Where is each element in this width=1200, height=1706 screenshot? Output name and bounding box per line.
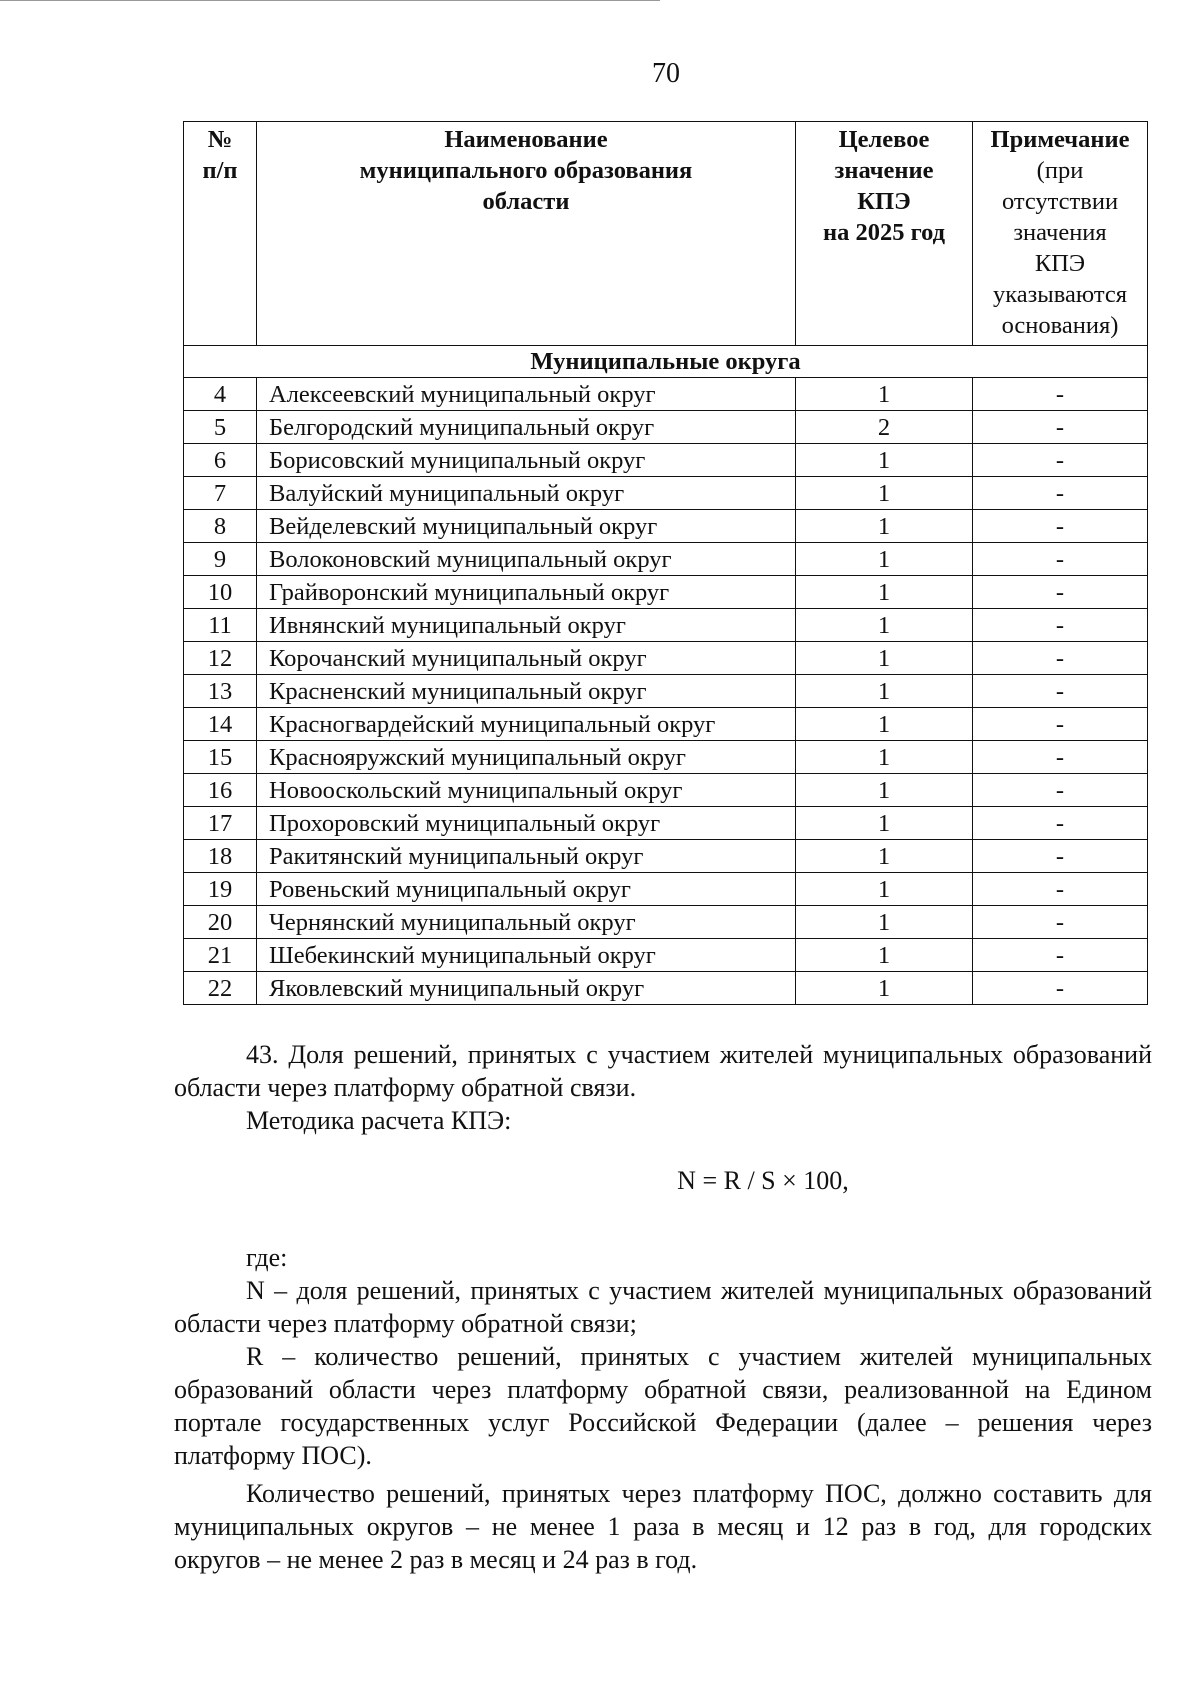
- row-number: 19: [184, 873, 257, 906]
- row-value: 1: [796, 840, 973, 873]
- row-value: 1: [796, 510, 973, 543]
- text-section: [174, 1038, 1152, 1137]
- row-name: Чернянский муниципальный округ: [257, 906, 796, 939]
- header-name: Наименование муниципального образования области: [257, 122, 796, 346]
- row-value: 1: [796, 576, 973, 609]
- definition-r: R – количество решений, принятых с участием жителей муниципальных образований области через платформу обратной связи, реализованной на Едином портале государственных услуг Российской Федерации (далее – решения через платформу ПОС).: [174, 1342, 1152, 1470]
- row-number: 21: [184, 939, 257, 972]
- row-value: 1: [796, 972, 973, 1005]
- top-rule: [0, 0, 660, 1]
- table-row: [184, 807, 1148, 840]
- row-note: -: [973, 774, 1148, 807]
- table-row: [184, 609, 1148, 642]
- row-name: Вейделевский муниципальный округ: [257, 510, 796, 543]
- row-note: -: [973, 807, 1148, 840]
- header-num: № п/п: [184, 122, 257, 346]
- table-row: [184, 774, 1148, 807]
- row-number: 14: [184, 708, 257, 741]
- row-value: 1: [796, 378, 973, 411]
- row-number: 8: [184, 510, 257, 543]
- row-value: 1: [796, 444, 973, 477]
- table-row: [184, 444, 1148, 477]
- row-name: Корочанский муниципальный округ: [257, 642, 796, 675]
- row-note: -: [973, 609, 1148, 642]
- row-name: Ивнянский муниципальный округ: [257, 609, 796, 642]
- kpe-table: [183, 121, 1148, 1005]
- row-note: -: [973, 411, 1148, 444]
- section-row: [184, 346, 1148, 378]
- header-value: Целевое значение КПЭ на 2025 год: [796, 122, 973, 346]
- row-number: 4: [184, 378, 257, 411]
- row-name: Красненский муниципальный округ: [257, 675, 796, 708]
- table-row: [184, 543, 1148, 576]
- row-value: 1: [796, 741, 973, 774]
- row-note: -: [973, 576, 1148, 609]
- row-value: 1: [796, 477, 973, 510]
- row-note: -: [973, 840, 1148, 873]
- row-number: 16: [184, 774, 257, 807]
- row-value: 1: [796, 708, 973, 741]
- row-name: Алексеевский муниципальный округ: [257, 378, 796, 411]
- row-value: 1: [796, 642, 973, 675]
- table-row: [184, 741, 1148, 774]
- method-label: Методика расчета КПЭ:: [246, 1106, 512, 1135]
- row-name: Краснояружский муниципальный округ: [257, 741, 796, 774]
- row-note: -: [973, 510, 1148, 543]
- row-number: 12: [184, 642, 257, 675]
- row-value: 1: [796, 906, 973, 939]
- row-note: -: [973, 939, 1148, 972]
- row-value: 2: [796, 411, 973, 444]
- row-note: -: [973, 675, 1148, 708]
- row-note: -: [973, 708, 1148, 741]
- item-43-paragraph: 43. Доля решений, принятых с участием жителей муниципальных образований области через платформу обратной связи.: [174, 1040, 1152, 1102]
- page-number: 70: [652, 58, 680, 89]
- row-name: Грайворонский муниципальный округ: [257, 576, 796, 609]
- row-number: 7: [184, 477, 257, 510]
- row-value: 1: [796, 675, 973, 708]
- row-number: 13: [184, 675, 257, 708]
- row-note: -: [973, 906, 1148, 939]
- row-number: 6: [184, 444, 257, 477]
- table-row: [184, 477, 1148, 510]
- row-name: Ракитянский муниципальный округ: [257, 840, 796, 873]
- header-note: Примечание (при отсутствии значения КПЭ указываются основания): [973, 122, 1148, 346]
- row-number: 20: [184, 906, 257, 939]
- row-note: -: [973, 741, 1148, 774]
- row-name: Борисовский муниципальный округ: [257, 444, 796, 477]
- row-number: 17: [184, 807, 257, 840]
- table-row: [184, 708, 1148, 741]
- table-row: [184, 510, 1148, 543]
- table-row: [184, 576, 1148, 609]
- row-value: 1: [796, 609, 973, 642]
- row-value: 1: [796, 873, 973, 906]
- section-title: Муниципальные округа: [184, 346, 1148, 378]
- row-name: Ровеньский муниципальный округ: [257, 873, 796, 906]
- row-note: -: [973, 444, 1148, 477]
- row-number: 22: [184, 972, 257, 1005]
- table-row: [184, 840, 1148, 873]
- formula: N = R / S × 100,: [677, 1166, 849, 1195]
- row-value: 1: [796, 774, 973, 807]
- row-note: -: [973, 378, 1148, 411]
- row-name: Яковлевский муниципальный округ: [257, 972, 796, 1005]
- row-note: -: [973, 543, 1148, 576]
- table-row: [184, 642, 1148, 675]
- row-value: 1: [796, 807, 973, 840]
- table-row: [184, 906, 1148, 939]
- definition-n: N – доля решений, принятых с участием жителей муниципальных образований области через платформу обратной связи;: [174, 1276, 1152, 1338]
- row-number: 18: [184, 840, 257, 873]
- row-name: Шебекинский муниципальный округ: [257, 939, 796, 972]
- requirement-paragraph: Количество решений, принятых через платформу ПОС, должно составить для муниципальных округов – не менее 1 раза в месяц и 12 раз в год, для городских округов – не менее 2 раз в месяц и 24 раз в год.: [174, 1479, 1152, 1574]
- row-number: 5: [184, 411, 257, 444]
- table-row: [184, 378, 1148, 411]
- row-note: -: [973, 873, 1148, 906]
- row-name: Волоконовский муниципальный округ: [257, 543, 796, 576]
- table-row: [184, 873, 1148, 906]
- row-value: 1: [796, 543, 973, 576]
- row-number: 15: [184, 741, 257, 774]
- where-label: где:: [246, 1243, 288, 1272]
- row-value: 1: [796, 939, 973, 972]
- row-note: -: [973, 642, 1148, 675]
- row-name: Валуйский муниципальный округ: [257, 477, 796, 510]
- row-name: Красногвардейский муниципальный округ: [257, 708, 796, 741]
- row-name: Белгородский муниципальный округ: [257, 411, 796, 444]
- row-number: 10: [184, 576, 257, 609]
- table-row: [184, 972, 1148, 1005]
- row-number: 11: [184, 609, 257, 642]
- row-number: 9: [184, 543, 257, 576]
- row-name: Прохоровский муниципальный округ: [257, 807, 796, 840]
- row-name: Новооскольский муниципальный округ: [257, 774, 796, 807]
- table-row: [184, 411, 1148, 444]
- row-note: -: [973, 972, 1148, 1005]
- definitions-section: [174, 1241, 1152, 1576]
- table-header-row: [184, 122, 1148, 346]
- table-row: [184, 939, 1148, 972]
- table-row: [184, 675, 1148, 708]
- row-note: -: [973, 477, 1148, 510]
